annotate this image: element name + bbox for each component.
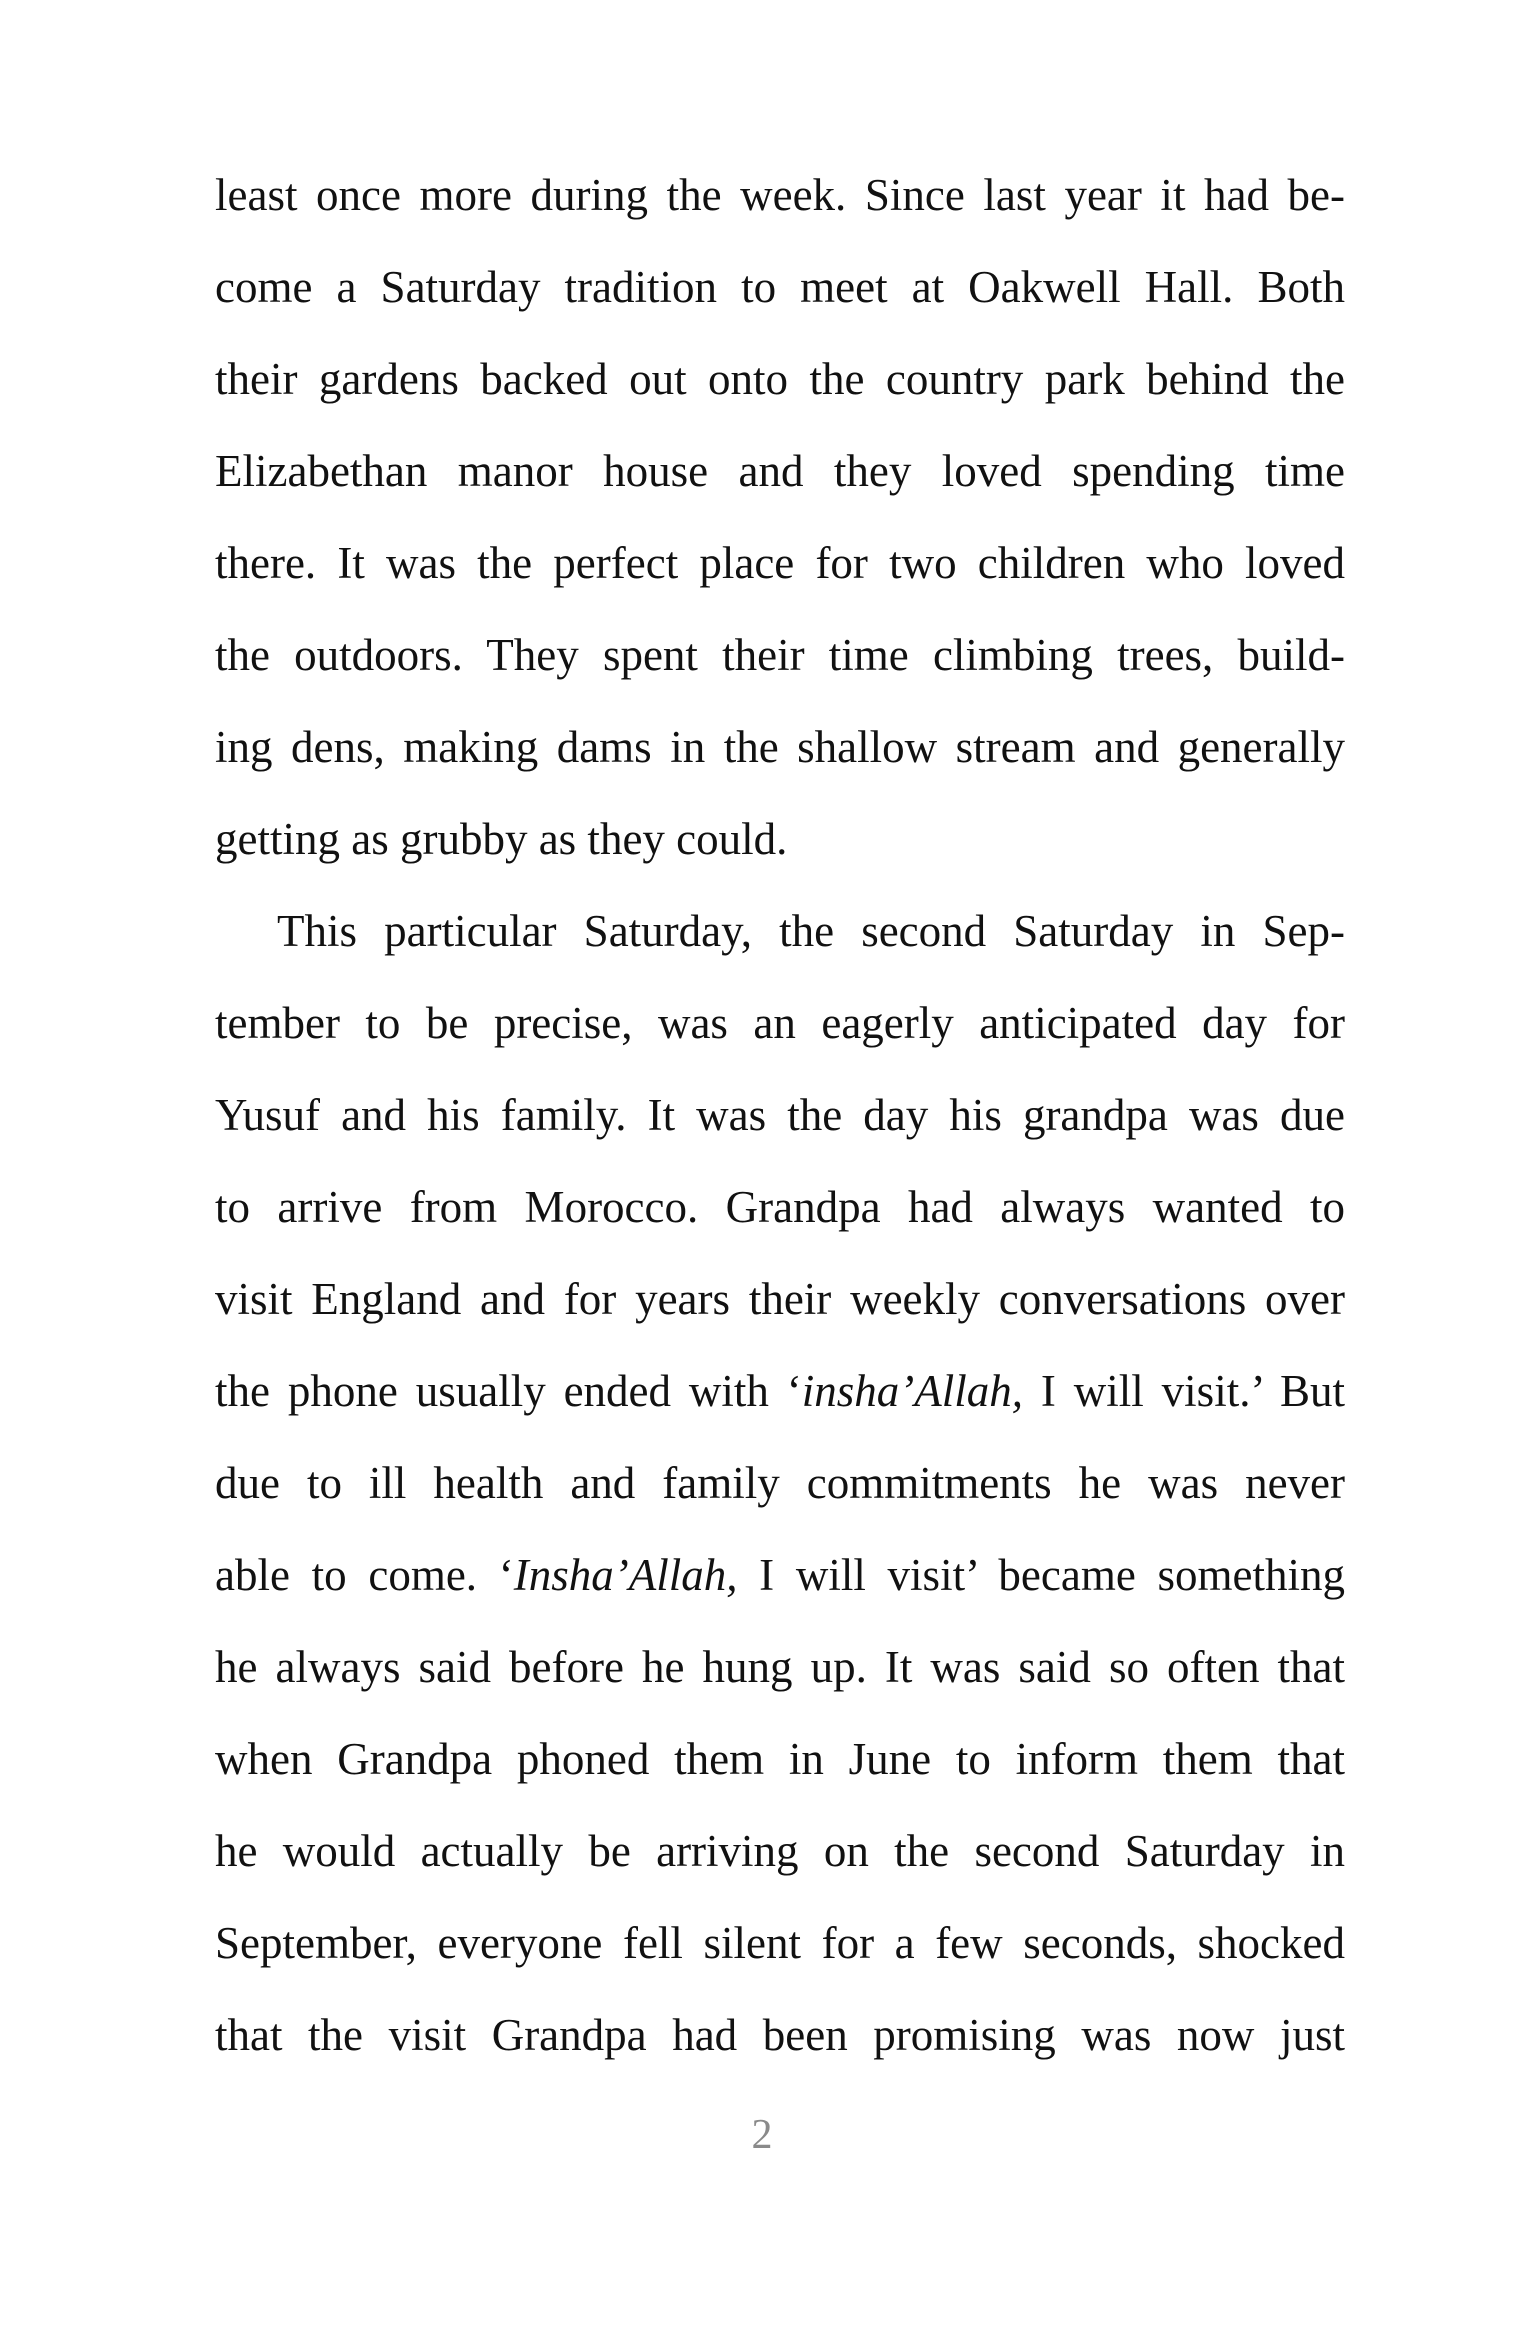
text-run: he would actually be arriving on the second Saturday in (215, 1826, 1345, 1876)
text-run: that the visit Grandpa had been promising was now just (215, 2010, 1345, 2060)
text-line (215, 1805, 1345, 1897)
text-run: he always said before he hung up. It was said so often that (215, 1642, 1345, 1692)
text-run: I will visit.’ But (1023, 1366, 1345, 1416)
text-line (215, 1253, 1345, 1345)
italic-text: insha’Allah, (801, 1366, 1024, 1416)
text-run: come a Saturday tradition to meet at Oakwell Hall. Both (215, 262, 1345, 312)
paragraph (215, 885, 1345, 2081)
text-run: This particular Saturday, the second Saturday in Sep- (277, 906, 1345, 956)
paragraph (215, 149, 1345, 885)
text-run: the phone usually ended with ‘ (215, 1366, 802, 1416)
text-run: able to come. ‘ (215, 1550, 514, 1600)
text-run: there. It was the perfect place for two children who loved (215, 538, 1345, 588)
text-line (215, 1529, 1345, 1621)
text-line (215, 977, 1345, 1069)
text-run: their gardens backed out onto the country park behind the (215, 354, 1345, 404)
text-run: visit England and for years their weekly conversations over (215, 1274, 1345, 1324)
text-line (215, 1345, 1345, 1437)
text-line (215, 1161, 1345, 1253)
text-line (215, 517, 1345, 609)
text-run: September, everyone fell silent for a few seconds, shocked (215, 1918, 1345, 1968)
text-run: ing dens, making dams in the shallow stream and generally (215, 722, 1345, 772)
text-run: least once more during the week. Since last year it had be- (215, 170, 1345, 220)
text-run: Elizabethan manor house and they loved spending time (215, 446, 1345, 496)
text-line (215, 1437, 1345, 1529)
text-line (215, 425, 1345, 517)
text-line (215, 1621, 1345, 1713)
text-run: I will visit’ became something (737, 1550, 1345, 1600)
text-line (215, 149, 1345, 241)
text-run: due to ill health and family commitments he was never (215, 1458, 1345, 1508)
text-line (215, 1897, 1345, 1989)
text-line (215, 793, 1345, 885)
text-line (215, 1989, 1345, 2081)
text-line (215, 885, 1345, 977)
text-line (215, 1713, 1345, 1805)
text-line (215, 701, 1345, 793)
page-number: 2 (751, 2112, 773, 2158)
body-text (215, 149, 1345, 2081)
italic-text: Insha’Allah, (513, 1550, 738, 1600)
text-line (215, 333, 1345, 425)
text-run: tember to be precise, was an eagerly anticipated day for (215, 998, 1345, 1048)
text-run: to arrive from Morocco. Grandpa had always wanted to (215, 1182, 1345, 1232)
text-line (215, 1069, 1345, 1161)
text-run: getting as grubby as they could. (215, 814, 788, 864)
text-line (215, 609, 1345, 701)
text-run: the outdoors. They spent their time climbing trees, build- (215, 630, 1345, 680)
text-line (215, 241, 1345, 333)
text-run: Yusuf and his family. It was the day his grandpa was due (215, 1090, 1345, 1140)
text-run: when Grandpa phoned them in June to inform them that (215, 1734, 1345, 1784)
